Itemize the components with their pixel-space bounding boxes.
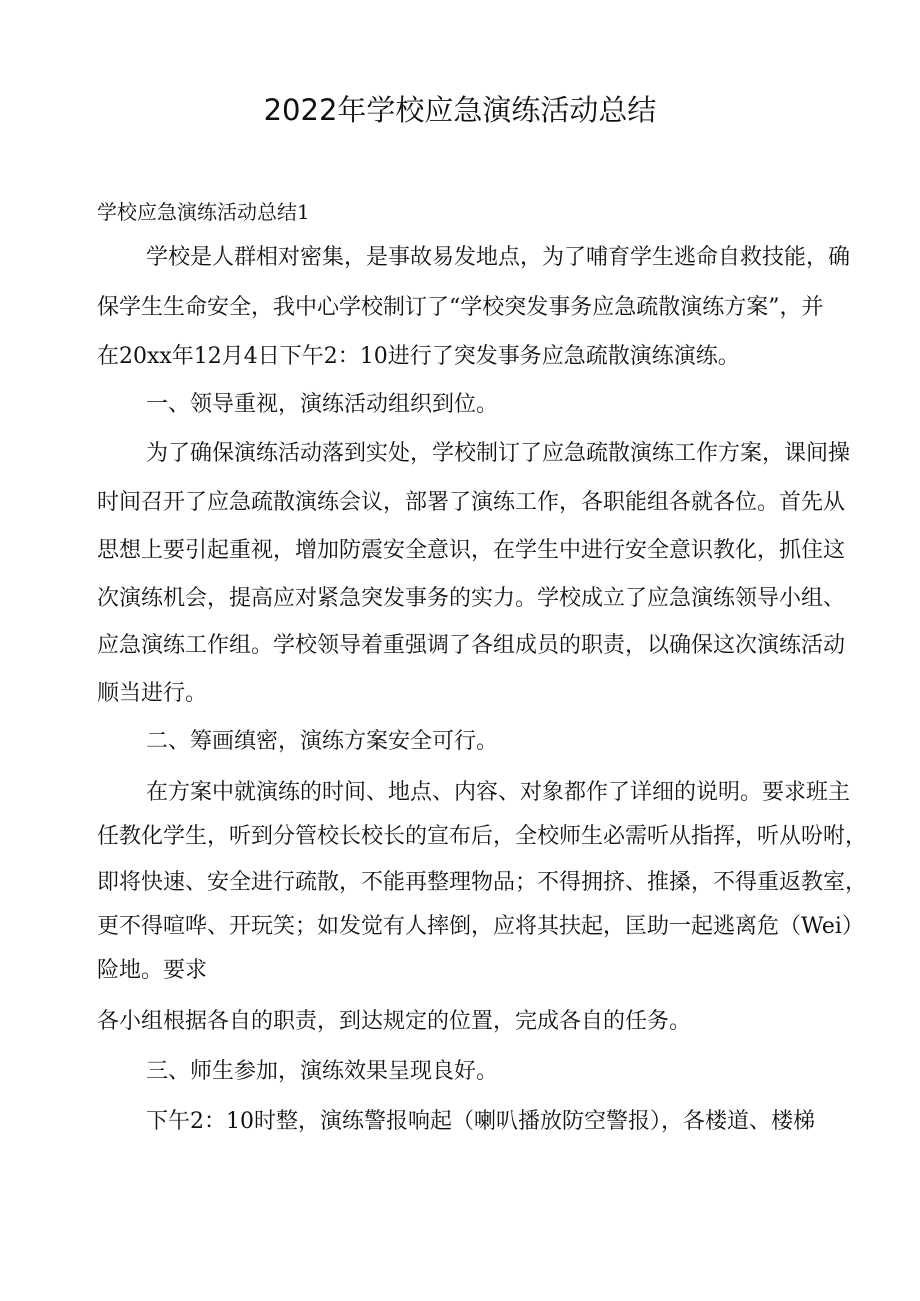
- section-subtitle: 学校应急演练活动总结1: [97, 200, 310, 224]
- paragraph-line-2: 保学生生命安全，我中心学校制订了“学校突发事务应急疏散演练方案”，并: [97, 295, 824, 320]
- document-title: 2022年学校应急演练活动总结: [263, 93, 657, 127]
- paragraph-line-3: 在20xx年12月4日下午2：10进行了突发事务应急疏散演练演练。: [97, 344, 740, 369]
- paragraph-line-6: 思想上要引起重视，增加防震安全意识，在学生中进行安全意识教化，抓住这: [97, 538, 846, 563]
- paragraph-line-4: 为了确保演练活动落到实处，学校制订了应急疏散演练工作方案，课间操: [146, 441, 851, 466]
- paragraph-line-5: 时间召开了应急疏散演练会议，部署了演练工作，各职能组各就各位。首先从: [97, 490, 846, 515]
- paragraph-line-7: 次演练机会，提高应对紧急突发事务的实力。学校成立了应急演练领导小组、: [97, 586, 846, 611]
- paragraph-line-14: 险地。要求: [97, 958, 208, 983]
- heading-line-1: 一、领导重视，演练活动组织到位。: [146, 392, 499, 417]
- paragraph-line-9: 顺当进行。: [97, 681, 208, 706]
- paragraph-line-16: 下午2：10时整，演练警报响起（喇叭播放防空警报），各楼道、楼梯: [146, 1109, 815, 1134]
- paragraph-line-12: 即将快速、安全进行疏散，不能再整理物品；不得拥挤、推搡，不得重返教室，: [97, 870, 868, 895]
- paragraph-line-15: 各小组根据各自的职责，到达规定的位置，完成各自的任务。: [97, 1009, 692, 1034]
- paragraph-line-10: 在方案中就演练的时间、地点、内容、对象都作了详细的说明。要求班主: [146, 780, 851, 805]
- heading-line-2: 二、筹画缜密，演练方案安全可行。: [146, 729, 499, 754]
- paragraph-line-8: 应急演练工作组。学校领导着重强调了各组成员的职责，以确保这次演练活动: [97, 633, 846, 658]
- paragraph-line-13: 更不得喧哗、开玩笑；如发觉有人摔倒，应将其扶起，匡助一起逃离危（Wei）: [97, 914, 864, 939]
- paragraph-line-1: 学校是人群相对密集，是事故易发地点，为了哺育学生逃命自救技能，确: [146, 245, 851, 270]
- paragraph-line-11: 任教化学生，听到分管校长校长的宣布后，全校师生必需听从指挥，听从吩咐，: [97, 824, 868, 849]
- heading-line-3: 三、师生参加，演练效果呈现良好。: [146, 1059, 499, 1084]
